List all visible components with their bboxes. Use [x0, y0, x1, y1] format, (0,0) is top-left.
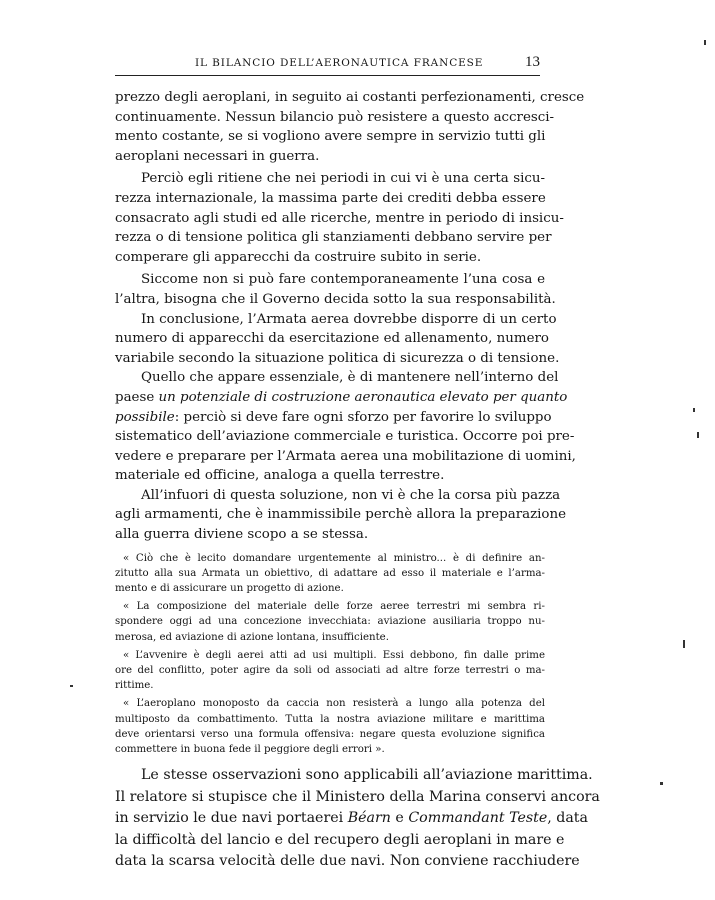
text-line: In conclusione, l’Armata aerea dovrebbe disporre di un certo [141, 311, 557, 327]
quote-line: « Ciò che è lecito domandare urgentemente al ministro... è di definire an- [123, 552, 545, 564]
text-line: All’infuori di questa soluzione, non vi è che la corsa più pazza [141, 487, 561, 503]
text-line [115, 408, 552, 428]
paragraph [115, 486, 567, 545]
quote-line: « L’avvenire è degli aerei atti ad usi multipli. Essi debbono, fin dalle prime [123, 649, 545, 661]
text-line: Siccome non si può fare contemporaneamente l’una cosa e [141, 272, 545, 288]
text-line: prezzo degli aeroplani, in seguito ai costanti perfezionamenti, cresce [115, 90, 585, 105]
emphasis-text: un potenziale di costruzione aeronautica elevato per quanto [158, 389, 568, 405]
text-line: mento costante, se si vogliono avere sempre in servizio tutti gli [115, 129, 546, 145]
text-line: Perciò egli ritiene che nei periodi in cui vi è una certa sicu- [141, 171, 545, 187]
text-line: data la scarsa velocità delle due navi. Non conviene racchiudere [115, 853, 580, 870]
text-line: comperare gli apparecchi da costruire subito in serie. [115, 249, 482, 265]
quote-line: spondere oggi ad una concezione invecchiata: aviazione ausiliaria troppo nu- [115, 616, 545, 628]
quote-line: « L’aeroplano monoposto da caccia non resisterà a lungo alla potenza del [123, 698, 545, 710]
text-line: Quello che appare essenziale, è di mantenere nell’interno del [141, 370, 559, 386]
quote-line: zitutto alla sua Armata un obiettivo, di adattare ad esso il materiale e l’arma- [115, 567, 545, 579]
text-line [115, 388, 568, 408]
text-span: : perciò si deve fare ogni sforzo per favorire lo sviluppo [174, 409, 552, 425]
text-line: variabile secondo la situazione politica di sicurezza o di tensione. [115, 350, 560, 366]
block-quote [115, 696, 545, 757]
header-rule [115, 75, 540, 76]
scan-speck [660, 782, 663, 785]
quote-line: rittime. [115, 680, 154, 692]
text-line: alla guerra diviene scopo a se stessa. [115, 527, 369, 543]
paragraph [115, 765, 600, 873]
quote-line: mento e di assicurare un progetto di azione. [115, 583, 344, 595]
scan-speck [697, 432, 699, 438]
block-quote [115, 599, 545, 645]
text-line: consacrato agli studi ed alle ricerche, mentre in periodo di insicu- [115, 210, 564, 226]
text-line: numero di apparecchi da esercitazione ed allenamento, numero [115, 331, 549, 347]
block-quote [115, 551, 545, 597]
main-text [115, 88, 600, 873]
quote-line: multiposto da combattimento. Tutta la nostra aviazione militare e marittima [115, 713, 545, 725]
text-span: e [390, 810, 409, 827]
text-span: , data [547, 810, 588, 827]
ship-name: Commandant Teste [408, 810, 548, 827]
paragraph [115, 310, 560, 369]
paragraph [115, 88, 585, 166]
text-line: l’altra, bisogna che il Governo decida sotto la sua responsabilità. [115, 291, 556, 307]
paragraph [115, 169, 564, 267]
text-line: materiale ed officine, analoga a quella terrestre. [115, 468, 445, 484]
quote-line: ore del conflitto, poter agire da soli od associati ad altre forze terrestri o ma- [115, 664, 545, 676]
scan-speck [693, 408, 695, 412]
ship-name: Béarn [347, 810, 391, 827]
emphasis-text: possibile [115, 409, 175, 425]
scan-speck [704, 40, 706, 45]
text-line [115, 808, 588, 830]
text-line: agli armamenti, che è inammissibile perchè allora la preparazione [115, 507, 567, 523]
running-title: IL BILANCIO DELL’AERONAUTICA FRANCESE [195, 57, 484, 69]
paragraph [115, 270, 556, 309]
quote-line: commettere in buona fede il peggiore degli errori ». [115, 743, 385, 755]
text-span: paese [115, 389, 159, 405]
text-line: continuamente. Nessun bilancio può resistere a questo accresci- [115, 109, 555, 125]
text-line: vedere e preparare per l’Armata aerea una mobilitazione di uomini, [115, 448, 576, 464]
text-line: rezza o di tensione politica gli stanziamenti debbano servire per [115, 230, 552, 246]
scan-speck [683, 640, 685, 648]
text-line: Le stesse osservazioni sono applicabili all’aviazione marittima. [141, 767, 593, 784]
page-header [115, 54, 540, 76]
text-line: Il relatore si stupisce che il Ministero della Marina conservi ancora [115, 788, 600, 805]
text-line: aeroplani necessari in guerra. [115, 148, 320, 164]
block-quote [115, 648, 545, 694]
quote-line: « La composizione del materiale delle forze aeree terrestri mi sembra ri- [123, 601, 545, 613]
quote-line: deve orientarsi verso una formula offensiva: negare questa evoluzione significa [115, 728, 545, 740]
quote-line: merosa, ed aviazione di azione lontana, insufficiente. [115, 631, 389, 643]
text-line: la difficoltà del lancio e del recupero degli aeroplani in mare e [115, 831, 565, 848]
text-line: rezza internazionale, la massima parte dei crediti debba essere [115, 190, 546, 206]
text-line: sistematico dell’aviazione commerciale e turistica. Occorre poi pre- [115, 429, 575, 445]
page-number: 13 [525, 54, 540, 70]
paragraph [115, 368, 576, 486]
text-span: in servizio le due navi portaerei [115, 810, 348, 827]
scan-speck [70, 685, 73, 687]
